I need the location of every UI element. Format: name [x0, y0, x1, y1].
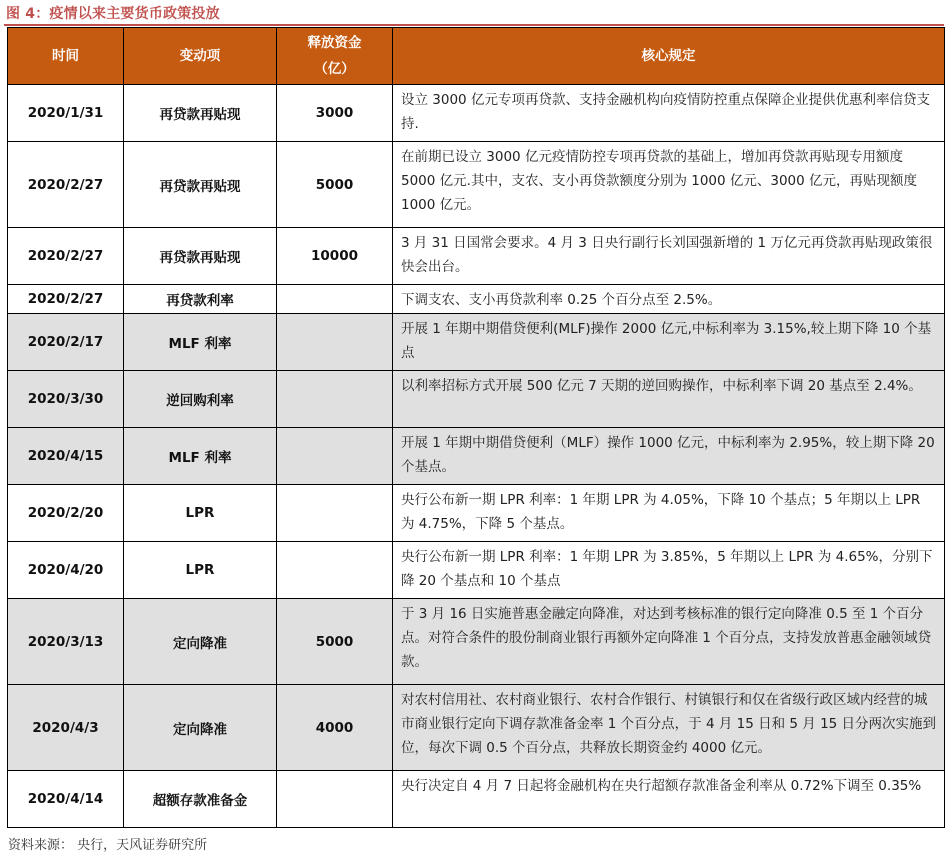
cell-amount: [277, 542, 393, 599]
cell-date: 2020/2/27: [8, 285, 124, 314]
cell-date: 2020/2/27: [8, 142, 124, 228]
cell-amount: [277, 771, 393, 828]
figure-title: 图 4：疫情以来主要货币政策投放: [6, 6, 220, 22]
title-divider: [4, 24, 944, 26]
table-row: [8, 685, 945, 771]
cell-item: 再贷款利率: [124, 285, 277, 314]
header-amount: 释放资金（亿）: [277, 28, 393, 85]
cell-rule: 下调支农、支小再贷款利率 0.25 个百分点至 2.5%。: [393, 285, 945, 314]
table-body: [8, 85, 945, 828]
cell-item: 再贷款再贴现: [124, 228, 277, 285]
cell-date: 2020/4/15: [8, 428, 124, 485]
cell-rule: 于 3 月 16 日实施普惠金融定向降准，对达到考核标准的银行定向降准 0.5 至 1 个百分点。对符合条件的股份制商业银行再额外定向降准 1 个百分点，支持发放普惠金融领域贷款。: [393, 599, 945, 685]
header-date: 时间: [8, 28, 124, 85]
table-row: [8, 142, 945, 228]
table-row: [8, 85, 945, 142]
table-row: [8, 771, 945, 828]
cell-amount: [277, 314, 393, 371]
cell-rule: 央行公布新一期 LPR 利率：1 年期 LPR 为 3.85%，5 年期以上 LPR 为 4.65%，分别下降 20 个基点和 10 个基点: [393, 542, 945, 599]
table-row: [8, 428, 945, 485]
cell-amount: 5000: [277, 599, 393, 685]
table-row: [8, 314, 945, 371]
header-rule: 核心规定: [393, 28, 945, 85]
cell-amount: [277, 428, 393, 485]
table-row: [8, 228, 945, 285]
cell-date: 2020/3/13: [8, 599, 124, 685]
cell-amount: [277, 285, 393, 314]
cell-rule: 开展 1 年期中期借贷便利（MLF）操作 1000 亿元，中标利率为 2.95%，较上期下降 20 个基点。: [393, 428, 945, 485]
cell-amount: 5000: [277, 142, 393, 228]
cell-item: 超额存款准备金: [124, 771, 277, 828]
header-row: [8, 28, 945, 85]
table-row: [8, 285, 945, 314]
table-row: [8, 542, 945, 599]
cell-rule: 央行公布新一期 LPR 利率：1 年期 LPR 为 4.05%，下降 10 个基点；5 年期以上 LPR 为 4.75%，下降 5 个基点。: [393, 485, 945, 542]
cell-rule: 对农村信用社、农村商业银行、农村合作银行、村镇银行和仅在省级行政区域内经营的城市商业银行定向下调存款准备金率 1 个百分点，于 4 月 15 日和 5 月 15 日分两次实施到位，每次下调 0.5 个百分点，共释放长期资金约 4000 亿元。: [393, 685, 945, 771]
cell-item: MLF 利率: [124, 428, 277, 485]
cell-date: 2020/4/20: [8, 542, 124, 599]
cell-item: 定向降准: [124, 599, 277, 685]
cell-item: MLF 利率: [124, 314, 277, 371]
policy-table: [7, 27, 945, 828]
cell-amount: 4000: [277, 685, 393, 771]
cell-rule: 以利率招标方式开展 500 亿元 7 天期的逆回购操作，中标利率下调 20 基点至 2.4%。: [393, 371, 945, 428]
cell-date: 2020/1/31: [8, 85, 124, 142]
header-item: 变动项: [124, 28, 277, 85]
cell-date: 2020/2/27: [8, 228, 124, 285]
cell-item: 再贷款再贴现: [124, 142, 277, 228]
cell-amount: 10000: [277, 228, 393, 285]
cell-amount: [277, 485, 393, 542]
table-row: [8, 371, 945, 428]
table-row: [8, 599, 945, 685]
table-row: [8, 485, 945, 542]
cell-rule: 央行决定自 4 月 7 日起将金融机构在央行超额存款准备金利率从 0.72%下调至 0.35%: [393, 771, 945, 828]
cell-item: 再贷款再贴现: [124, 85, 277, 142]
cell-date: 2020/3/30: [8, 371, 124, 428]
cell-date: 2020/4/3: [8, 685, 124, 771]
cell-rule: 开展 1 年期中期借贷便利(MLF)操作 2000 亿元,中标利率为 3.15%,较上期下降 10 个基点: [393, 314, 945, 371]
cell-date: 2020/2/17: [8, 314, 124, 371]
cell-item: 逆回购利率: [124, 371, 277, 428]
cell-rule: 设立 3000 亿元专项再贷款、支持金融机构向疫情防控重点保障企业提供优惠利率信贷支持.: [393, 85, 945, 142]
cell-amount: 3000: [277, 85, 393, 142]
cell-date: 2020/4/14: [8, 771, 124, 828]
cell-rule: 在前期已设立 3000 亿元疫情防控专项再贷款的基础上，增加再贷款再贴现专用额度 5000 亿元.其中，支农、支小再贷款额度分别为 1000 亿元、3000 亿元，再贴现额度 1000 亿元。: [393, 142, 945, 228]
cell-date: 2020/2/20: [8, 485, 124, 542]
cell-item: LPR: [124, 542, 277, 599]
cell-item: LPR: [124, 485, 277, 542]
cell-item: 定向降准: [124, 685, 277, 771]
source-note: 资料来源： 央行，天风证券研究所: [8, 838, 208, 853]
cell-amount: [277, 371, 393, 428]
cell-rule: 3 月 31 日国常会要求。4 月 3 日央行副行长刘国强新增的 1 万亿元再贷款再贴现政策很快会出台。: [393, 228, 945, 285]
